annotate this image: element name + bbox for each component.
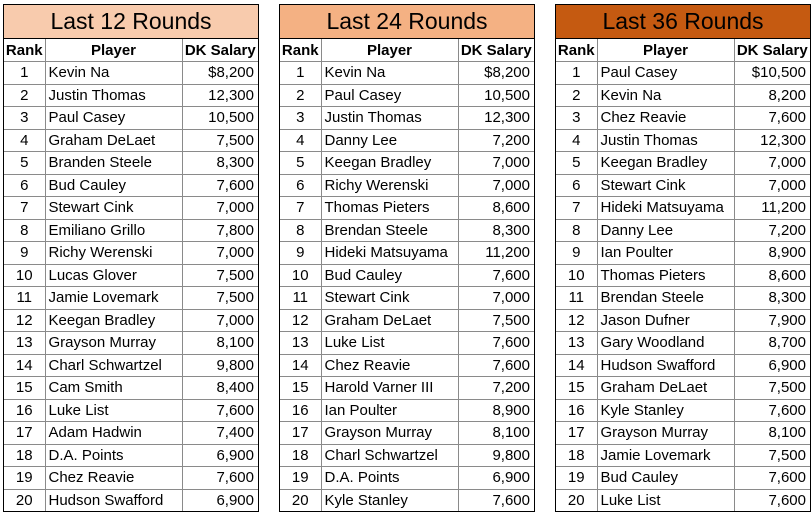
salary-cell: 7,000: [458, 174, 534, 197]
rank-cell: 7: [4, 197, 45, 220]
rank-cell: 7: [556, 197, 597, 220]
salary-cell: 12,300: [734, 129, 810, 152]
player-cell: Chez Reavie: [45, 467, 182, 490]
salary-cell: 8,400: [182, 377, 258, 400]
salary-cell: 7,000: [182, 309, 258, 332]
table-row: [280, 129, 534, 152]
player-cell: Lucas Glover: [45, 264, 182, 287]
rank-cell: 7: [280, 197, 321, 220]
player-cell: Hideki Matsuyama: [597, 197, 734, 220]
panel-title: Last 12 Rounds: [4, 5, 258, 39]
rank-cell: 1: [556, 62, 597, 85]
salary-cell: 7,600: [182, 399, 258, 422]
panel-title: Last 36 Rounds: [556, 5, 810, 39]
rank-cell: 17: [4, 422, 45, 445]
player-header: Player: [45, 39, 182, 62]
table-row: [4, 422, 258, 445]
table-row: [280, 264, 534, 287]
header-row: [280, 39, 534, 62]
rank-cell: 3: [556, 107, 597, 130]
rank-cell: 17: [556, 422, 597, 445]
table-row: [556, 377, 810, 400]
player-cell: Richy Werenski: [321, 174, 458, 197]
salary-cell: 7,000: [458, 152, 534, 175]
player-cell: Stewart Cink: [597, 174, 734, 197]
table-row: [556, 219, 810, 242]
player-cell: Luke List: [597, 489, 734, 511]
table-row: [4, 219, 258, 242]
player-cell: Brendan Steele: [321, 219, 458, 242]
rank-cell: 14: [556, 354, 597, 377]
table-row: [556, 197, 810, 220]
table-row: [4, 377, 258, 400]
table-row: [280, 422, 534, 445]
salary-cell: 8,100: [458, 422, 534, 445]
player-cell: Grayson Murray: [597, 422, 734, 445]
rank-cell: 15: [556, 377, 597, 400]
player-cell: Bud Cauley: [45, 174, 182, 197]
salary-cell: 7,200: [458, 129, 534, 152]
table-row: [4, 62, 258, 85]
rank-cell: 2: [4, 84, 45, 107]
table-row: [556, 242, 810, 265]
table-row: [4, 332, 258, 355]
salary-header: DK Salary: [458, 39, 534, 62]
rank-cell: 16: [556, 399, 597, 422]
table-row: [4, 399, 258, 422]
salary-cell: 7,000: [182, 197, 258, 220]
player-cell: Stewart Cink: [45, 197, 182, 220]
table-row: [556, 309, 810, 332]
salary-cell: 7,000: [458, 287, 534, 310]
table-row: [556, 107, 810, 130]
table-row: [556, 467, 810, 490]
rank-header: Rank: [556, 39, 597, 62]
salary-cell: $8,200: [458, 62, 534, 85]
table-row: [556, 332, 810, 355]
table-row: [280, 354, 534, 377]
rank-cell: 1: [4, 62, 45, 85]
salary-cell: 8,900: [734, 242, 810, 265]
salary-cell: 6,900: [182, 489, 258, 511]
player-cell: Luke List: [45, 399, 182, 422]
header-row: [556, 39, 810, 62]
player-cell: Kevin Na: [597, 84, 734, 107]
table-row: [280, 174, 534, 197]
salary-cell: 8,100: [182, 332, 258, 355]
salary-cell: 8,100: [734, 422, 810, 445]
salary-cell: 7,200: [734, 219, 810, 242]
player-cell: Danny Lee: [597, 219, 734, 242]
player-cell: Graham DeLaet: [45, 129, 182, 152]
salary-cell: 6,900: [734, 354, 810, 377]
player-cell: Kevin Na: [45, 62, 182, 85]
rank-header: Rank: [4, 39, 45, 62]
rank-cell: 17: [280, 422, 321, 445]
rank-cell: 15: [280, 377, 321, 400]
player-cell: Danny Lee: [321, 129, 458, 152]
table-row: [4, 287, 258, 310]
rank-cell: 1: [280, 62, 321, 85]
table-body: [4, 62, 258, 512]
rank-cell: 13: [4, 332, 45, 355]
salary-cell: 7,600: [458, 489, 534, 511]
rank-cell: 13: [280, 332, 321, 355]
rank-cell: 18: [556, 444, 597, 467]
player-cell: Jason Dufner: [597, 309, 734, 332]
salary-cell: 7,600: [734, 399, 810, 422]
rank-cell: 19: [556, 467, 597, 490]
table-row: [4, 107, 258, 130]
rank-cell: 2: [280, 84, 321, 107]
player-cell: Ian Poulter: [597, 242, 734, 265]
rank-cell: 9: [556, 242, 597, 265]
salary-cell: 7,000: [182, 242, 258, 265]
rank-cell: 9: [280, 242, 321, 265]
rank-cell: 11: [556, 287, 597, 310]
salary-cell: 12,300: [458, 107, 534, 130]
player-cell: Paul Casey: [45, 107, 182, 130]
rank-cell: 11: [4, 287, 45, 310]
player-cell: Thomas Pieters: [321, 197, 458, 220]
salary-cell: 7,500: [182, 129, 258, 152]
salary-cell: 6,900: [458, 467, 534, 490]
rank-cell: 8: [280, 219, 321, 242]
player-cell: Kyle Stanley: [321, 489, 458, 511]
salary-cell: 8,700: [734, 332, 810, 355]
player-cell: Bud Cauley: [597, 467, 734, 490]
player-cell: Luke List: [321, 332, 458, 355]
salary-cell: $8,200: [182, 62, 258, 85]
player-cell: Adam Hadwin: [45, 422, 182, 445]
table-row: [4, 152, 258, 175]
table-row: [280, 219, 534, 242]
rank-cell: 6: [4, 174, 45, 197]
rank-cell: 19: [280, 467, 321, 490]
table-row: [280, 62, 534, 85]
salary-cell: 9,800: [458, 444, 534, 467]
rank-cell: 5: [556, 152, 597, 175]
table-row: [280, 84, 534, 107]
salary-cell: 11,200: [458, 242, 534, 265]
rank-cell: 16: [4, 399, 45, 422]
table-row: [4, 264, 258, 287]
table-row: [556, 287, 810, 310]
salary-cell: 7,000: [734, 152, 810, 175]
rank-cell: 2: [556, 84, 597, 107]
table-row: [280, 309, 534, 332]
salary-cell: 8,300: [734, 287, 810, 310]
salary-cell: 7,500: [182, 287, 258, 310]
player-cell: Paul Casey: [597, 62, 734, 85]
salary-cell: 12,300: [182, 84, 258, 107]
salary-cell: 7,500: [734, 444, 810, 467]
salary-cell: 6,900: [182, 444, 258, 467]
rank-cell: 3: [280, 107, 321, 130]
table-row: [280, 377, 534, 400]
salary-cell: 7,800: [182, 219, 258, 242]
salary-cell: 7,600: [734, 467, 810, 490]
table-row: [4, 467, 258, 490]
table-row: [4, 174, 258, 197]
salary-cell: 7,600: [458, 354, 534, 377]
rank-cell: 6: [280, 174, 321, 197]
player-cell: Branden Steele: [45, 152, 182, 175]
salary-cell: 7,000: [734, 174, 810, 197]
table-row: [280, 152, 534, 175]
salary-cell: 8,900: [458, 399, 534, 422]
player-cell: Emiliano Grillo: [45, 219, 182, 242]
table-row: [4, 354, 258, 377]
player-cell: Chez Reavie: [597, 107, 734, 130]
player-cell: Ian Poulter: [321, 399, 458, 422]
table-row: [280, 332, 534, 355]
player-cell: Hideki Matsuyama: [321, 242, 458, 265]
rank-cell: 20: [556, 489, 597, 511]
rank-cell: 19: [4, 467, 45, 490]
rank-cell: 4: [280, 129, 321, 152]
rank-cell: 15: [4, 377, 45, 400]
rank-cell: 18: [4, 444, 45, 467]
rank-cell: 18: [280, 444, 321, 467]
salary-cell: 7,600: [458, 332, 534, 355]
player-cell: Stewart Cink: [321, 287, 458, 310]
player-cell: Graham DeLaet: [597, 377, 734, 400]
table-row: [280, 287, 534, 310]
player-cell: Chez Reavie: [321, 354, 458, 377]
table-row: [4, 309, 258, 332]
salary-cell: $10,500: [734, 62, 810, 85]
rank-cell: 11: [280, 287, 321, 310]
salary-header: DK Salary: [734, 39, 810, 62]
rank-cell: 14: [280, 354, 321, 377]
table-row: [556, 62, 810, 85]
table-row: [4, 444, 258, 467]
player-cell: Kyle Stanley: [597, 399, 734, 422]
player-cell: D.A. Points: [45, 444, 182, 467]
rank-cell: 10: [4, 264, 45, 287]
panel-last-12-rounds: [3, 4, 259, 512]
rank-cell: 20: [280, 489, 321, 511]
salary-cell: 7,900: [734, 309, 810, 332]
player-cell: Kevin Na: [321, 62, 458, 85]
player-cell: Thomas Pieters: [597, 264, 734, 287]
salary-header: DK Salary: [182, 39, 258, 62]
rank-cell: 12: [280, 309, 321, 332]
table-row: [556, 399, 810, 422]
salary-cell: 10,500: [458, 84, 534, 107]
salary-cell: 7,500: [734, 377, 810, 400]
player-cell: Keegan Bradley: [597, 152, 734, 175]
player-cell: Charl Schwartzel: [321, 444, 458, 467]
table-row: [556, 264, 810, 287]
salary-cell: 7,600: [734, 107, 810, 130]
table-row: [4, 129, 258, 152]
rank-cell: 9: [4, 242, 45, 265]
player-cell: Graham DeLaet: [321, 309, 458, 332]
table-row: [556, 84, 810, 107]
player-header: Player: [321, 39, 458, 62]
salary-cell: 7,600: [734, 489, 810, 511]
table-body: [556, 62, 810, 512]
rank-cell: 10: [556, 264, 597, 287]
salary-cell: 7,200: [458, 377, 534, 400]
player-cell: Paul Casey: [321, 84, 458, 107]
rank-cell: 8: [556, 219, 597, 242]
table-row: [280, 444, 534, 467]
salary-cell: 7,600: [182, 174, 258, 197]
salary-cell: 8,300: [182, 152, 258, 175]
salary-cell: 10,500: [182, 107, 258, 130]
table-row: [556, 422, 810, 445]
table-row: [280, 399, 534, 422]
salary-cell: 7,600: [182, 467, 258, 490]
table-row: [4, 197, 258, 220]
salary-cell: 8,200: [734, 84, 810, 107]
salary-cell: 7,400: [182, 422, 258, 445]
table-row: [280, 242, 534, 265]
player-cell: Bud Cauley: [321, 264, 458, 287]
table-row: [556, 152, 810, 175]
salary-cell: 8,600: [458, 197, 534, 220]
rank-cell: 5: [280, 152, 321, 175]
rankings-table: [4, 39, 258, 511]
table-row: [4, 242, 258, 265]
player-cell: Keegan Bradley: [321, 152, 458, 175]
panel-last-24-rounds: [279, 4, 535, 512]
player-cell: Justin Thomas: [597, 129, 734, 152]
salary-cell: 7,500: [458, 309, 534, 332]
rank-cell: 5: [4, 152, 45, 175]
player-cell: Richy Werenski: [45, 242, 182, 265]
panel-title: Last 24 Rounds: [280, 5, 534, 39]
player-cell: D.A. Points: [321, 467, 458, 490]
rank-cell: 4: [556, 129, 597, 152]
player-cell: Jamie Lovemark: [45, 287, 182, 310]
table-row: [556, 354, 810, 377]
salary-cell: 8,300: [458, 219, 534, 242]
table-row: [280, 197, 534, 220]
salary-cell: 7,500: [182, 264, 258, 287]
player-cell: Harold Varner III: [321, 377, 458, 400]
rank-header: Rank: [280, 39, 321, 62]
salary-cell: 7,600: [458, 264, 534, 287]
player-cell: Jamie Lovemark: [597, 444, 734, 467]
rank-cell: 10: [280, 264, 321, 287]
rankings-table: [280, 39, 534, 511]
table-row: [4, 84, 258, 107]
rank-cell: 12: [556, 309, 597, 332]
player-header: Player: [597, 39, 734, 62]
player-cell: Charl Schwartzel: [45, 354, 182, 377]
rank-cell: 8: [4, 219, 45, 242]
player-cell: Hudson Swafford: [45, 489, 182, 511]
rank-cell: 3: [4, 107, 45, 130]
table-body: [280, 62, 534, 512]
player-cell: Grayson Murray: [45, 332, 182, 355]
table-row: [280, 107, 534, 130]
table-row: [556, 129, 810, 152]
player-cell: Justin Thomas: [45, 84, 182, 107]
rank-cell: 6: [556, 174, 597, 197]
panel-last-36-rounds: [555, 4, 811, 512]
rank-cell: 14: [4, 354, 45, 377]
salary-cell: 11,200: [734, 197, 810, 220]
rank-cell: 4: [4, 129, 45, 152]
table-row: [556, 174, 810, 197]
player-cell: Grayson Murray: [321, 422, 458, 445]
player-cell: Cam Smith: [45, 377, 182, 400]
table-row: [556, 444, 810, 467]
player-cell: Hudson Swafford: [597, 354, 734, 377]
table-row: [280, 467, 534, 490]
rank-cell: 20: [4, 489, 45, 511]
salary-cell: 9,800: [182, 354, 258, 377]
header-row: [4, 39, 258, 62]
rank-cell: 12: [4, 309, 45, 332]
player-cell: Brendan Steele: [597, 287, 734, 310]
rank-cell: 16: [280, 399, 321, 422]
rank-cell: 13: [556, 332, 597, 355]
player-cell: Gary Woodland: [597, 332, 734, 355]
player-cell: Justin Thomas: [321, 107, 458, 130]
player-cell: Keegan Bradley: [45, 309, 182, 332]
rankings-table: [556, 39, 810, 511]
salary-cell: 8,600: [734, 264, 810, 287]
